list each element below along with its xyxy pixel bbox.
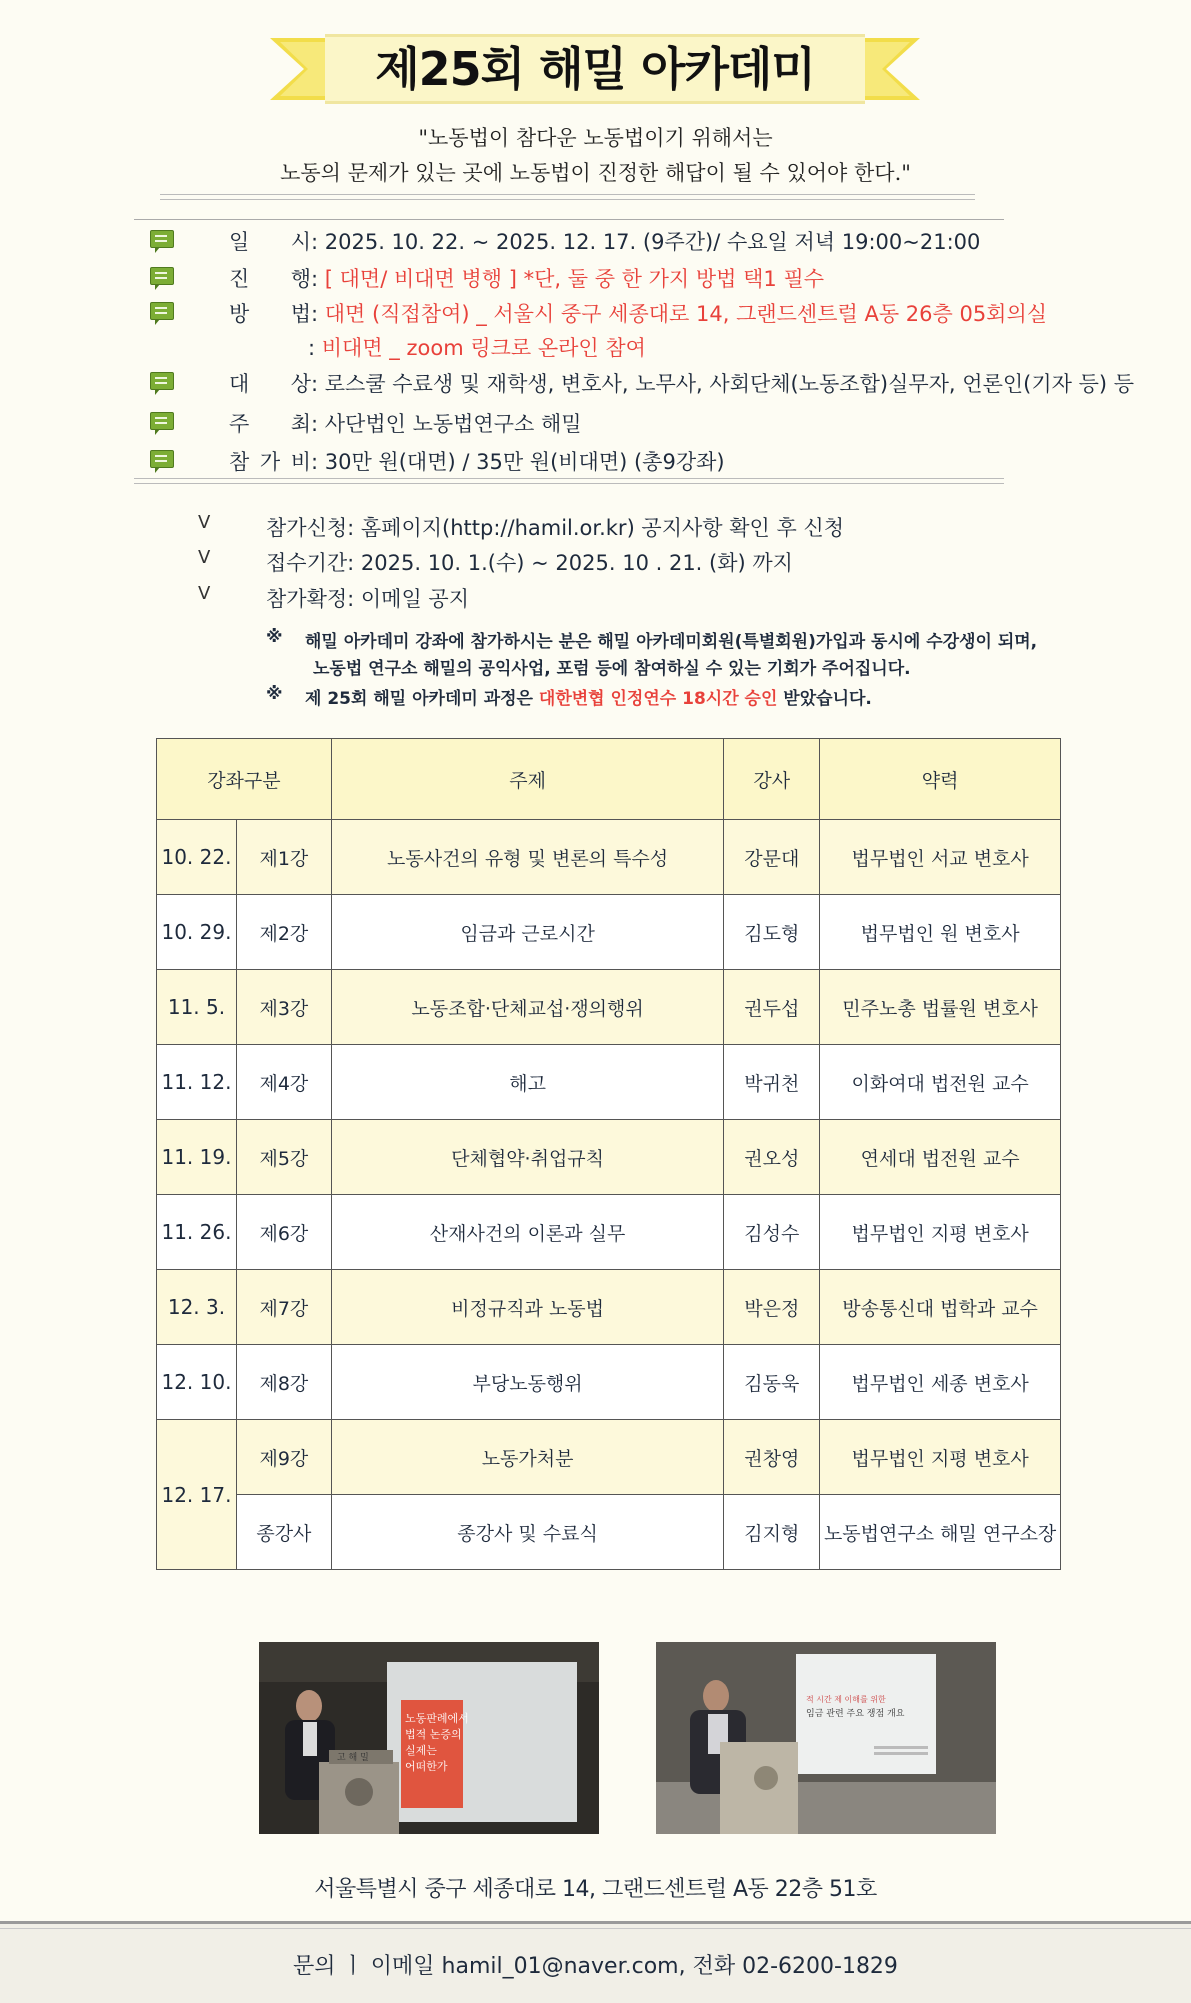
- lecturer-bio: 법무법인 서교 변호사: [820, 820, 1061, 895]
- lecture-topic: 해고: [331, 1045, 724, 1120]
- address: 서울특별시 중구 세종대로 14, 그랜드센트럴 A동 22층 51호: [314, 1877, 877, 1902]
- lecture-number: 제7강: [236, 1270, 331, 1345]
- speech-bubble-icon: [150, 412, 174, 430]
- column-header: 강좌구분: [157, 739, 332, 820]
- slide-text: 임금 관련 주요 쟁점 개요: [806, 1709, 905, 1719]
- check-icon: V: [198, 547, 211, 568]
- lecturer-bio: 이화여대 법전원 교수: [820, 1045, 1061, 1120]
- page-title: 제25회 해밀 아카데미: [375, 42, 815, 96]
- slide-text: 어떠한가: [405, 1760, 448, 1773]
- lecture-date: 10. 29.: [157, 895, 237, 970]
- lecturer-name: 김지형: [724, 1495, 820, 1570]
- column-header: 주제: [331, 739, 724, 820]
- lecture-date: 10. 22.: [157, 820, 237, 895]
- quote-line-2: 노동의 문제가 있는 곳에 노동법이 진정한 해답이 될 수 있어야 한다.": [280, 161, 911, 185]
- table-row: [157, 1120, 1061, 1195]
- info-value: : 대면 (직접참여) _ 서울시 중구 세종대로 14, 그랜드센트럴 A동 26층 05회의실: [311, 302, 1048, 326]
- lecture-date: 12. 17.: [157, 1420, 237, 1570]
- column-header: 약력: [820, 739, 1061, 820]
- lecturer-name: 권창영: [724, 1420, 820, 1495]
- speech-bubble-icon: [150, 450, 174, 468]
- lecturer-bio: 법무법인 지평 변호사: [820, 1195, 1061, 1270]
- lecturer-bio: 방송통신대 법학과 교수: [820, 1270, 1061, 1345]
- lecture-photo-2: [656, 1642, 996, 1834]
- info-value: : 30만 원(대면) / 35만 원(비대면) (총9강좌): [311, 450, 725, 474]
- info-label: 대 상: [229, 372, 311, 396]
- lecture-number: 제5강: [236, 1120, 331, 1195]
- lecture-date: 11. 19.: [157, 1120, 237, 1195]
- lecture-date: 12. 10.: [157, 1345, 237, 1420]
- speech-bubble-icon: [150, 372, 174, 390]
- lecture-date: 11. 26.: [157, 1195, 237, 1270]
- info-value: : [ 대면/ 비대면 병행 ] *단, 둘 중 한 가지 방법 택1 필수: [311, 267, 825, 291]
- lecture-topic: 산재사건의 이론과 실무: [331, 1195, 724, 1270]
- lecture-number: 제2강: [236, 895, 331, 970]
- lecturer-name: 강문대: [724, 820, 820, 895]
- table-row: [157, 1045, 1061, 1120]
- info-value: : 로스쿨 수료생 및 재학생, 변호사, 노무사, 사회단체(노동조합)실무자, 언론인(기자 등) 등: [311, 372, 1135, 396]
- lecturer-name: 박귀천: [724, 1045, 820, 1120]
- lecture-number: 제3강: [236, 970, 331, 1045]
- lecture-number: 제9강: [236, 1420, 331, 1495]
- info-value: : 사단법인 노동법연구소 해밀: [311, 412, 582, 436]
- lecturer-bio: 법무법인 세종 변호사: [820, 1345, 1061, 1420]
- lecturer-name: 박은정: [724, 1270, 820, 1345]
- lecture-number: 제4강: [236, 1045, 331, 1120]
- info-value: : 비대면 _ zoom 링크로 온라인 참여: [308, 336, 646, 360]
- table-header-row: [157, 739, 1061, 820]
- lecture-date: 12. 3.: [157, 1270, 237, 1345]
- title-banner: [270, 34, 920, 104]
- speech-bubble-icon: [150, 230, 174, 248]
- lecture-topic: 단체협약·취업규칙: [331, 1120, 724, 1195]
- lecture-photo-1: [259, 1642, 599, 1834]
- speech-bubble-icon: [150, 267, 174, 285]
- slide-text: 실제는: [405, 1744, 437, 1757]
- lecture-topic: 노동조합·단체교섭·쟁의행위: [331, 970, 724, 1045]
- lecture-topic: 종강사 및 수료식: [331, 1495, 724, 1570]
- table-row: [157, 1345, 1061, 1420]
- table-row: [157, 820, 1061, 895]
- lecture-number: 제8강: [236, 1345, 331, 1420]
- info-value: : 2025. 10. 22. ~ 2025. 12. 17. (9주간)/ 수요일 저녁 19:00~21:00: [311, 230, 981, 254]
- table-row: [157, 1270, 1061, 1345]
- reference-mark-icon: ※: [266, 627, 283, 647]
- table-row: [157, 970, 1061, 1045]
- lecture-date: 11. 5.: [157, 970, 237, 1045]
- info-label: 주 최: [229, 412, 311, 436]
- lecture-topic: 임금과 근로시간: [331, 895, 724, 970]
- quote-divider: [160, 194, 975, 200]
- lecture-topic: 부당노동행위: [331, 1345, 724, 1420]
- lecture-topic: 비정규직과 노동법: [331, 1270, 724, 1345]
- lecture-date: 11. 12.: [157, 1045, 237, 1120]
- lecturer-name: 권두섭: [724, 970, 820, 1045]
- reference-mark-icon: ※: [266, 684, 283, 704]
- table-row: [157, 895, 1061, 970]
- info-top-divider: [134, 219, 1004, 220]
- table-row: [157, 1495, 1061, 1570]
- lecture-number: 제6강: [236, 1195, 331, 1270]
- podium-label: 고 해 밀: [337, 1753, 369, 1763]
- lecturer-bio: 노동법연구소 해밀 연구소장: [820, 1495, 1061, 1570]
- lecturer-name: 김도형: [724, 895, 820, 970]
- lecturer-name: 권오성: [724, 1120, 820, 1195]
- info-label: 일 시: [229, 230, 311, 254]
- slide-text: 노동판례에서: [405, 1712, 469, 1725]
- check-icon: V: [198, 583, 211, 604]
- info-label: 진 행: [229, 267, 311, 291]
- info-bottom-divider: [134, 478, 1004, 484]
- table-row: [157, 1420, 1061, 1495]
- lecturer-bio: 법무법인 지평 변호사: [820, 1420, 1061, 1495]
- speech-bubble-icon: [150, 302, 174, 320]
- contact-info: 문의 ㅣ 이메일 hamil_01@naver.com, 전화 02-6200-1829: [293, 1954, 898, 1979]
- slide-text: 법적 논증의: [405, 1728, 462, 1741]
- lecturer-name: 김성수: [724, 1195, 820, 1270]
- lecturer-bio: 법무법인 원 변호사: [820, 895, 1061, 970]
- lecturer-bio: 연세대 법전원 교수: [820, 1120, 1061, 1195]
- lecturer-name: 김동욱: [724, 1345, 820, 1420]
- lecturer-bio: 민주노총 법률원 변호사: [820, 970, 1061, 1045]
- lecture-number: 제1강: [236, 820, 331, 895]
- quote-line-1: "노동법이 참다운 노동법이기 위해서는: [418, 126, 773, 150]
- info-label: 참 가 비: [229, 450, 311, 474]
- slide-text: 적 시간 제 이해를 위한: [806, 1695, 886, 1704]
- info-label: 방 법: [229, 302, 311, 326]
- check-icon: V: [198, 512, 211, 533]
- table-row: [157, 1195, 1061, 1270]
- lecture-schedule-table: [156, 738, 1061, 1570]
- column-header: 강사: [724, 739, 820, 820]
- lecture-number: 종강사: [236, 1495, 331, 1570]
- lecture-topic: 노동사건의 유형 및 변론의 특수성: [331, 820, 724, 895]
- lecture-topic: 노동가처분: [331, 1420, 724, 1495]
